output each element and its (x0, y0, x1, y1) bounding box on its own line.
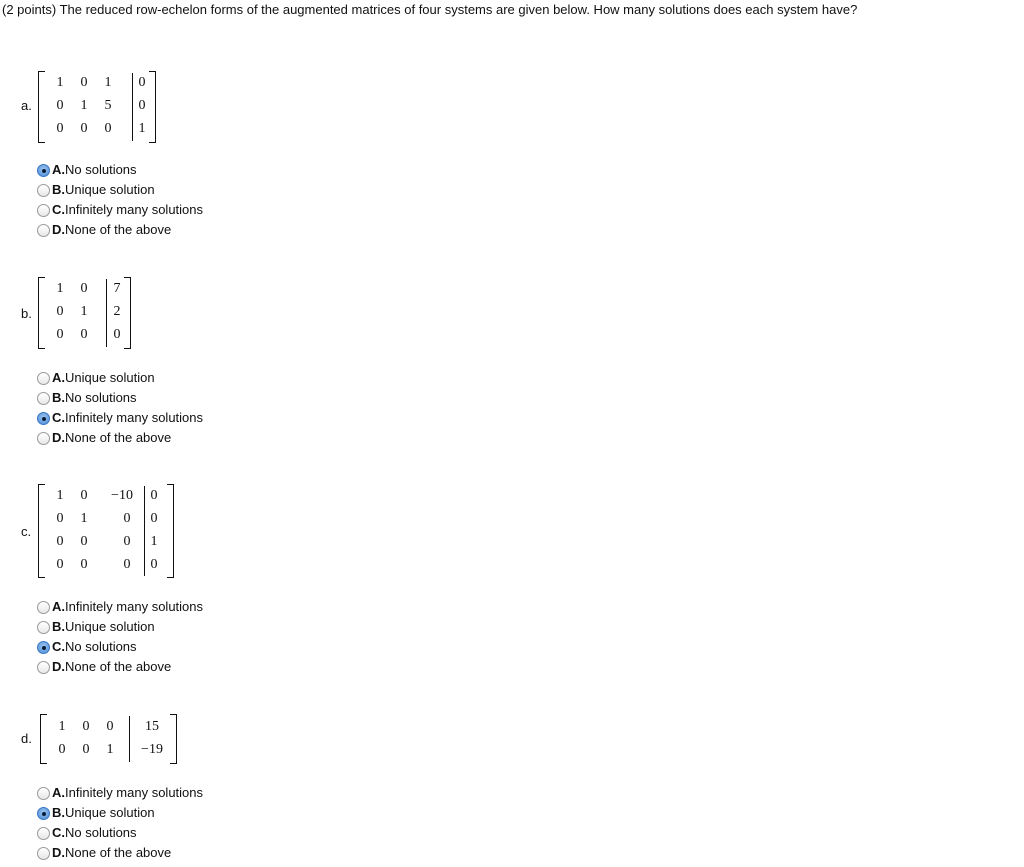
answer-options (37, 597, 203, 677)
matrix-entry: 0 (123, 557, 131, 572)
option-d[interactable] (37, 220, 203, 240)
matrix-entry: 0 (56, 121, 64, 136)
option-letter: D. (52, 430, 65, 445)
radio-button[interactable] (37, 392, 50, 405)
option-text: No solutions (65, 390, 137, 405)
matrix-entry: 1 (138, 121, 146, 136)
matrix-entry: 1 (56, 75, 64, 90)
matrix-entry: 0 (80, 281, 88, 296)
radio-button[interactable] (37, 204, 50, 217)
answer-options (37, 368, 203, 448)
matrix-entry: 0 (123, 534, 131, 549)
matrix-entry: 0 (150, 557, 158, 572)
option-a[interactable] (37, 597, 203, 617)
matrix-entry: −10 (111, 488, 133, 503)
matrix-entry: 0 (80, 327, 88, 342)
matrix-entry: 0 (150, 488, 158, 503)
left-bracket (38, 277, 45, 349)
matrix-entry: 0 (56, 511, 64, 526)
option-letter: C. (52, 825, 65, 840)
option-a[interactable] (37, 160, 203, 180)
augment-divider (129, 716, 130, 762)
matrix-entry: 0 (80, 557, 88, 572)
augment-divider (106, 279, 107, 347)
left-bracket (38, 71, 45, 143)
option-text: Infinitely many solutions (65, 410, 204, 425)
matrix-entry: 1 (56, 488, 64, 503)
matrix-entry: 0 (80, 75, 88, 90)
matrix-entry: 0 (150, 511, 158, 526)
radio-button[interactable] (37, 787, 50, 800)
matrix-entry: 1 (104, 75, 112, 90)
option-d[interactable] (37, 657, 203, 677)
radio-button[interactable] (37, 601, 50, 614)
part-label: a. (21, 98, 32, 113)
right-bracket (167, 484, 174, 578)
option-text: None of the above (65, 845, 172, 860)
option-d[interactable] (37, 843, 203, 863)
option-text: No solutions (65, 162, 137, 177)
option-letter: D. (52, 659, 65, 674)
matrix-entry: 0 (138, 75, 146, 90)
option-c[interactable] (37, 637, 203, 657)
option-text: No solutions (65, 639, 137, 654)
option-text: Unique solution (65, 182, 155, 197)
option-b[interactable] (37, 388, 203, 408)
option-letter: C. (52, 410, 65, 425)
matrix-entry: 1 (80, 511, 88, 526)
matrix-entry: 0 (82, 742, 90, 757)
matrix-entry: 0 (56, 534, 64, 549)
right-bracket (124, 277, 131, 349)
radio-button[interactable] (37, 432, 50, 445)
part-label: d. (21, 731, 32, 746)
part-label: b. (21, 306, 32, 321)
radio-button[interactable] (37, 661, 50, 674)
radio-button[interactable] (37, 184, 50, 197)
option-letter: C. (52, 639, 65, 654)
matrix-entry: 2 (113, 304, 121, 319)
option-b[interactable] (37, 617, 203, 637)
option-c[interactable] (37, 200, 203, 220)
matrix-entry: 0 (56, 327, 64, 342)
matrix-entry: 0 (80, 488, 88, 503)
option-text: None of the above (65, 430, 172, 445)
option-letter: A. (52, 370, 65, 385)
option-a[interactable] (37, 368, 203, 388)
answer-options (37, 160, 203, 240)
answer-options (37, 783, 203, 863)
radio-button[interactable] (37, 412, 50, 425)
augmented-matrix (40, 714, 177, 764)
option-letter: B. (52, 390, 65, 405)
option-letter: B. (52, 182, 65, 197)
radio-button[interactable] (37, 224, 50, 237)
option-letter: C. (52, 202, 65, 217)
option-text: Unique solution (65, 619, 155, 634)
radio-button[interactable] (37, 847, 50, 860)
matrix-entry: 0 (56, 557, 64, 572)
matrix-entry: 1 (58, 719, 66, 734)
matrix-entry: 1 (80, 98, 88, 113)
radio-button[interactable] (37, 641, 50, 654)
matrix-entry: 15 (145, 719, 159, 734)
matrix-entry: 0 (82, 719, 90, 734)
right-bracket (170, 714, 177, 764)
option-text: Infinitely many solutions (65, 202, 204, 217)
option-text: Infinitely many solutions (65, 785, 204, 800)
question-header: (2 points) The reduced row-echelon forms of the augmented matrices of four systems are given below. How many solutions does each system have? (2, 2, 858, 17)
option-letter: A. (52, 162, 65, 177)
augmented-matrix (38, 484, 174, 578)
option-c[interactable] (37, 408, 203, 428)
option-letter: B. (52, 805, 65, 820)
left-bracket (40, 714, 47, 764)
option-text: Infinitely many solutions (65, 599, 204, 614)
part-label: c. (21, 524, 32, 539)
matrix-entry: 0 (138, 98, 146, 113)
matrix-entry: 5 (104, 98, 112, 113)
radio-button[interactable] (37, 807, 50, 820)
matrix-entry: 0 (106, 719, 114, 734)
right-bracket (149, 71, 156, 143)
matrix-entry: 0 (56, 304, 64, 319)
augmented-matrix (38, 277, 131, 349)
matrix-entry: 0 (58, 742, 66, 757)
option-d[interactable] (37, 428, 203, 448)
matrix-entry: 7 (113, 281, 121, 296)
radio-button[interactable] (37, 827, 50, 840)
option-b[interactable] (37, 180, 203, 200)
matrix-entry: 0 (56, 98, 64, 113)
option-text: No solutions (65, 825, 137, 840)
augmented-matrix (38, 71, 156, 143)
radio-button[interactable] (37, 372, 50, 385)
matrix-entry: 0 (113, 327, 121, 342)
option-c[interactable] (37, 823, 203, 843)
option-a[interactable] (37, 783, 203, 803)
matrix-entry: 0 (80, 534, 88, 549)
option-text: None of the above (65, 222, 172, 237)
option-text: None of the above (65, 659, 172, 674)
matrix-entry: 1 (106, 742, 114, 757)
option-letter: D. (52, 222, 65, 237)
matrix-entry: 1 (150, 534, 158, 549)
matrix-entry: 0 (104, 121, 112, 136)
radio-button[interactable] (37, 164, 50, 177)
matrix-entry: 1 (56, 281, 64, 296)
matrix-entry: 1 (80, 304, 88, 319)
left-bracket (38, 484, 45, 578)
augment-divider (132, 73, 133, 141)
augment-divider (144, 486, 145, 576)
matrix-entry: −19 (141, 742, 163, 757)
option-text: Unique solution (65, 370, 155, 385)
option-b[interactable] (37, 803, 203, 823)
matrix-entry: 0 (123, 511, 131, 526)
option-letter: B. (52, 619, 65, 634)
matrix-entry: 0 (80, 121, 88, 136)
option-letter: D. (52, 845, 65, 860)
radio-button[interactable] (37, 621, 50, 634)
option-letter: A. (52, 785, 65, 800)
option-text: Unique solution (65, 805, 155, 820)
option-letter: A. (52, 599, 65, 614)
